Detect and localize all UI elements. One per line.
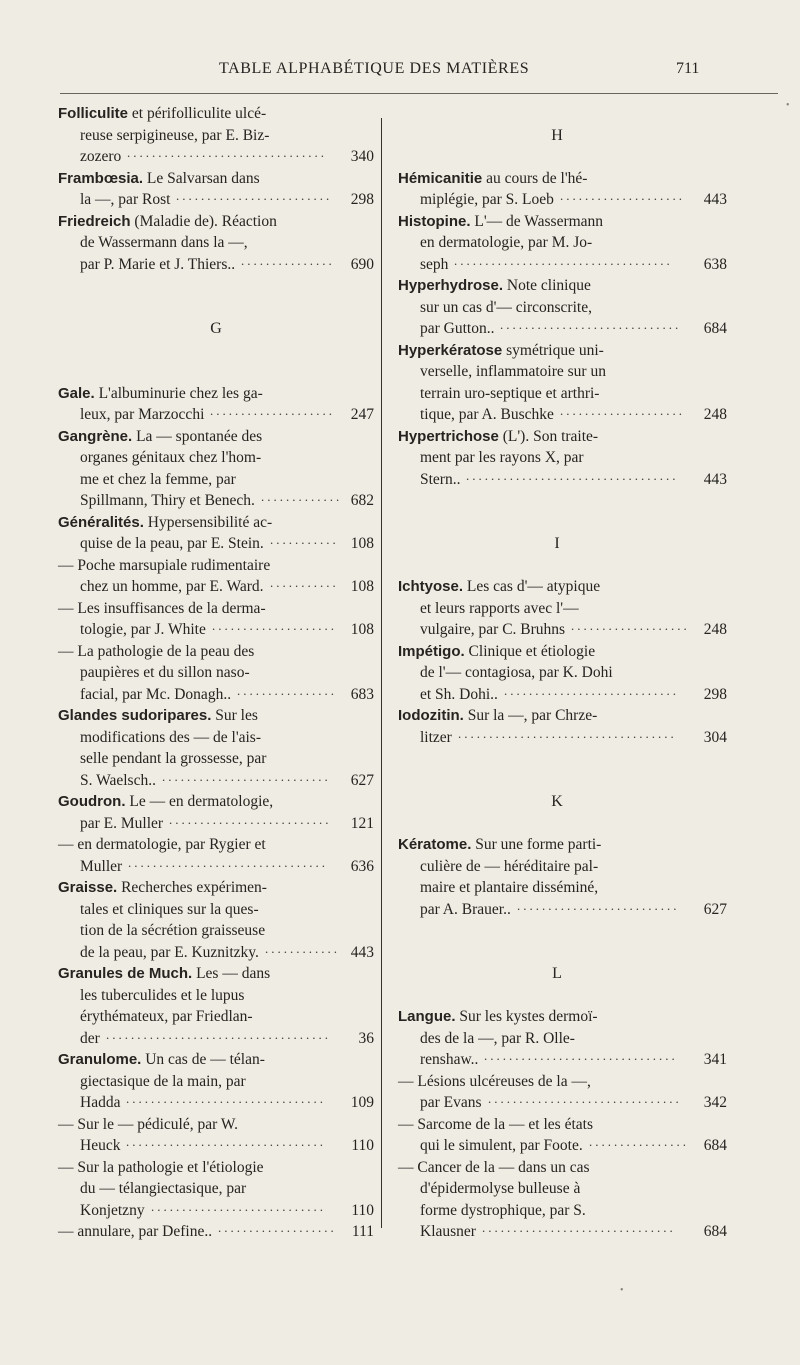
entry-line — [58, 1135, 374, 1157]
entry-text: organes génitaux chez l'hom- — [80, 449, 262, 466]
entry-line — [398, 188, 727, 211]
entry-keyword: Kératome. — [398, 836, 472, 853]
entry-text: La — spontanée des — [136, 427, 263, 445]
page-ref: 108 — [350, 621, 374, 638]
entry-keyword: Glandes sudoripares. — [58, 707, 212, 724]
page-ref: 627 — [350, 771, 374, 789]
dot-leader: ................................ — [127, 145, 327, 160]
dot-leader: ............. — [261, 489, 343, 504]
entry-line — [58, 985, 374, 1007]
index-entry — [58, 877, 374, 963]
dot-leader: ................................... — [454, 252, 673, 268]
section-letter-k: K — [551, 793, 563, 810]
page-ref: 110 — [351, 1137, 374, 1154]
entry-text: Les — dans — [196, 965, 271, 982]
entry-keyword: Hyperkératose — [398, 341, 503, 359]
section-letter-h: H — [551, 126, 563, 144]
entry-line — [58, 899, 374, 921]
page-ref: 121 — [350, 814, 374, 832]
entry-keyword: Granulome. — [58, 1051, 142, 1068]
entry-line — [398, 467, 727, 491]
page-ref: 110 — [351, 1201, 374, 1219]
page-ref: 342 — [703, 1094, 727, 1111]
entry-text: — en dermatologie, par Rygier et — [58, 836, 266, 853]
dot-leader: ................................ — [126, 1134, 326, 1149]
dot-leader: ............ — [265, 940, 340, 956]
entry-line — [58, 254, 374, 276]
page-ref: 298 — [350, 191, 374, 208]
section-letter-i: I — [554, 535, 560, 552]
entry-keyword: Impétigo. — [398, 642, 465, 660]
entry-text: maire et plantaire disséminé, — [420, 879, 599, 896]
header-rule — [60, 93, 778, 94]
entry-text: par Gutton.. — [420, 320, 495, 337]
dot-leader: ................... — [571, 618, 690, 633]
entry-text: culière de — héréditaire pal- — [420, 857, 599, 875]
index-entry — [58, 168, 374, 211]
entry-keyword: Goudron. — [58, 793, 126, 810]
entry-line — [58, 942, 374, 964]
page-ref: 684 — [703, 1223, 727, 1240]
index-entry — [398, 168, 727, 211]
page-ref: 248 — [703, 621, 727, 638]
entry-text: sur un cas d'— circonscrite, — [420, 298, 592, 316]
page-ref: 682 — [350, 492, 374, 509]
entries-g — [58, 383, 374, 1243]
entry-line — [58, 877, 374, 899]
entry-line — [58, 619, 374, 641]
index-entry — [58, 705, 374, 791]
entry-text: — Lésions ulcéreuses de la —, — [398, 1072, 591, 1090]
entry-keyword: Hyperhydrose. — [398, 277, 504, 294]
dot-leader: ............................ — [504, 682, 679, 698]
entry-text: la —, par Rost — [80, 191, 171, 208]
dot-leader: .................................. — [466, 467, 679, 483]
entry-text: (L'). Son traite- — [502, 427, 599, 445]
entry-keyword: Friedreich — [58, 212, 131, 230]
index-entry — [58, 383, 374, 426]
entry-text: et périfolliculite ulcé- — [131, 105, 267, 122]
entry-line — [398, 361, 716, 383]
page-ref: 684 — [703, 1137, 727, 1154]
entry-line — [58, 533, 374, 555]
entry-line — [398, 275, 716, 297]
index-entry — [58, 1049, 374, 1114]
entries-h — [398, 168, 727, 491]
entry-text: au cours de l'hé- — [486, 169, 588, 187]
entry-text: — Sur la pathologie et l'étiologie — [58, 1158, 264, 1176]
entry-text: (Maladie de). Réaction — [134, 212, 277, 230]
index-entry — [398, 211, 727, 276]
page-ref: 627 — [703, 900, 727, 918]
page-ref: 247 — [350, 406, 374, 423]
entry-keyword: Langue. — [398, 1008, 456, 1025]
dot-leader: .......................... — [517, 897, 680, 913]
entry-line — [398, 1048, 727, 1071]
page-ref: 684 — [703, 320, 727, 337]
dot-leader: ................................... — [458, 725, 677, 741]
entry-line — [58, 211, 374, 233]
index-entry — [58, 103, 374, 168]
page-ref: 248 — [703, 406, 727, 423]
entry-keyword: Gale. — [58, 384, 95, 402]
entry-text: d'épidermolyse bulleuse à — [420, 1180, 581, 1197]
page-ref: 690 — [350, 255, 374, 273]
page-ref: 636 — [350, 857, 374, 875]
entry-text: Le — en dermatologie, — [129, 793, 274, 810]
page-ref: 683 — [350, 685, 374, 703]
entry-text: quise de la peau, par E. Stein. — [80, 535, 264, 552]
entry-keyword: Généralités. — [58, 513, 144, 531]
dot-leader: ............................... — [482, 1220, 676, 1235]
entry-text: Un cas de — télan- — [145, 1051, 265, 1068]
entry-line — [398, 1157, 716, 1179]
page-ref: 109 — [350, 1094, 374, 1111]
dot-leader: .......................... — [169, 811, 332, 827]
entry-text: vulgaire, par C. Bruhns — [420, 621, 566, 638]
entry-text: modifications des — de l'ais- — [80, 728, 262, 746]
entry-text: tologie, par J. White — [80, 621, 206, 638]
entry-text: S. Waelsch.. — [80, 771, 156, 789]
entry-text: paupières et du sillon naso- — [80, 664, 250, 681]
entry-line — [398, 618, 727, 641]
entry-line — [58, 770, 374, 792]
index-entry — [398, 1114, 727, 1157]
entry-line — [58, 426, 374, 448]
entry-text: par Evans — [420, 1094, 482, 1111]
entry-text: Sur les kystes dermoï- — [459, 1008, 598, 1025]
entry-keyword: Ichtyose. — [398, 578, 464, 595]
entry-line — [398, 897, 727, 921]
dot-leader: ................... — [218, 1220, 337, 1235]
entry-text: et leurs rapports avec l'— — [420, 599, 579, 617]
page-number: 711 — [676, 60, 700, 77]
entry-text: tion de la sécrétion graisseuse — [80, 922, 266, 939]
page-ref: 298 — [703, 685, 727, 703]
entry-text: tique, par A. Buschke — [420, 406, 554, 423]
entry-line — [58, 146, 374, 168]
entry-text: renshaw.. — [420, 1051, 479, 1068]
entry-line — [398, 340, 716, 362]
entry-text: facial, par Mc. Donagh.. — [80, 685, 232, 703]
entry-text: de la peau, par E. Kuznitzky. — [80, 943, 259, 961]
entry-line — [58, 404, 374, 426]
entry-text: — Sarcome de la — et les états — [398, 1115, 593, 1133]
index-entry — [58, 512, 374, 555]
entry-text: Konjetzny — [80, 1201, 145, 1219]
entry-line — [58, 1157, 374, 1179]
dot-leader: ............................... — [488, 1091, 682, 1106]
entry-text: reuse serpigineuse, par E. Biz- — [80, 126, 270, 144]
entry-line — [398, 856, 716, 878]
entries-k — [398, 834, 727, 920]
entry-text: — Sur le — pédiculé, par W. — [58, 1115, 238, 1133]
entry-text: Spillmann, Thiry et Benech. — [80, 492, 255, 509]
entry-line — [58, 1092, 374, 1114]
entry-text: giectasique de la main, par — [80, 1072, 246, 1090]
dot-leader: ........... — [270, 532, 339, 547]
index-entry — [58, 1157, 374, 1222]
entry-line — [398, 576, 716, 598]
entry-text: terrain uro-septique et arthri- — [420, 384, 600, 402]
entry-keyword: Gangrène. — [58, 427, 133, 445]
entry-text: ment par les rayons X, par — [420, 449, 584, 466]
dot-leader: ......................... — [176, 188, 333, 203]
entry-keyword: Frambœsia. — [58, 169, 144, 187]
entry-text: de l'— contagiosa, par K. Dohi — [420, 664, 613, 681]
entry-text: — Les insuffisances de la derma- — [58, 599, 266, 617]
entry-text: par A. Brauer.. — [420, 900, 511, 918]
entry-line — [398, 317, 727, 340]
entry-text: Sur les — [215, 707, 258, 724]
page-ref: 304 — [703, 728, 727, 746]
index-entry — [58, 963, 374, 1049]
section-letter-l: L — [552, 965, 562, 982]
entry-line — [398, 426, 716, 448]
page-header — [0, 0, 800, 95]
index-entry — [58, 211, 374, 276]
entry-text: Note clinique — [506, 277, 591, 294]
entry-text: Le Salvarsan dans — [146, 169, 260, 187]
entry-text: en dermatologie, par M. Jo- — [420, 234, 593, 251]
entries-l — [398, 1006, 727, 1243]
entry-text: Stern.. — [420, 470, 461, 488]
right-column — [398, 103, 727, 1243]
entry-line — [58, 103, 374, 125]
entry-line — [58, 641, 374, 663]
entry-text: seph — [420, 255, 449, 273]
index-entry — [398, 340, 727, 426]
dot-leader: ................ — [237, 682, 337, 698]
entry-text: miplégie, par S. Loeb — [420, 191, 554, 208]
entry-text: Muller — [80, 857, 123, 875]
page-ref: 340 — [350, 148, 374, 165]
entries-f — [58, 103, 374, 275]
entry-text: forme dystrophique, par S. — [420, 1201, 586, 1219]
entry-line — [398, 403, 727, 426]
entry-line — [58, 576, 374, 598]
dot-leader: ........................... — [162, 768, 331, 784]
entry-line — [398, 725, 727, 749]
entry-text: — La pathologie de la peau des — [58, 642, 255, 660]
page-ref: 108 — [350, 535, 374, 552]
entry-text: — Poche marsupiale rudimentaire — [58, 556, 271, 574]
dot-leader: ............................ — [151, 1198, 326, 1214]
entry-line — [58, 813, 374, 835]
entry-line — [398, 1091, 727, 1114]
entry-text: litzer — [420, 728, 452, 746]
entry-text: par P. Marie et J. Thiers.. — [80, 255, 236, 273]
dot-leader: ................................ — [128, 854, 328, 870]
page-ref: 36 — [358, 1029, 374, 1047]
entry-text: Les cas d'— atypique — [466, 578, 601, 595]
entry-text: L'albuminurie chez les ga- — [98, 384, 263, 402]
index-entry — [398, 834, 727, 920]
index-entry — [58, 641, 374, 706]
margin-speck: • — [786, 100, 790, 111]
entry-keyword: Hémicanitie — [398, 169, 483, 187]
entry-line — [398, 1220, 727, 1243]
section-letter-g: G — [210, 320, 222, 337]
index-entry — [398, 426, 727, 491]
entry-line — [398, 682, 727, 706]
entry-line — [58, 1221, 374, 1243]
index-entry — [398, 576, 727, 641]
dot-leader: .................... — [560, 188, 685, 203]
entry-text: zozero — [80, 148, 122, 165]
entry-line — [58, 1028, 374, 1050]
page-ref: 443 — [350, 943, 374, 961]
entry-line — [398, 252, 727, 276]
entry-line — [58, 447, 374, 469]
entry-text: les tuberculides et le lupus — [80, 986, 245, 1004]
entry-text: symétrique uni- — [506, 341, 604, 359]
entry-line — [58, 1049, 374, 1071]
page-ref: 638 — [703, 255, 727, 273]
entry-keyword: Histopine. — [398, 212, 471, 230]
entry-text: de Wassermann dans la —, — [80, 234, 248, 251]
page-ref: 111 — [351, 1223, 374, 1240]
index-entry — [398, 1006, 727, 1071]
entry-text: du — télangiectasique, par — [80, 1180, 247, 1197]
entry-text: des de la —, par R. Olle- — [420, 1029, 575, 1047]
index-entry — [58, 834, 374, 877]
entry-line — [58, 684, 374, 706]
entry-line — [58, 705, 374, 727]
entry-line — [58, 490, 374, 512]
column-divider — [381, 118, 382, 1228]
entry-text: verselle, inflammatoire sur un — [420, 363, 606, 380]
entry-line — [398, 1006, 716, 1028]
dot-leader: ............................... — [484, 1048, 678, 1063]
dot-leader: .................... — [212, 618, 337, 633]
entry-text: qui le simulent, par Foote. — [420, 1137, 583, 1154]
running-title: TABLE ALPHABÉTIQUE DES MATIÈRES — [219, 60, 530, 77]
entry-text: Sur la —, par Chrze- — [467, 707, 598, 724]
index-entry — [58, 791, 374, 834]
entry-text: Recherches expérimen- — [121, 879, 267, 896]
index-entry — [58, 598, 374, 641]
entry-text: — annulare, par Define.. — [58, 1223, 213, 1240]
entry-line — [398, 834, 716, 856]
entry-text: Klausner — [420, 1223, 476, 1240]
entry-text: — Cancer de la — dans un cas — [398, 1158, 590, 1176]
dot-leader: .................... — [560, 403, 685, 418]
page-ref: 443 — [703, 470, 727, 488]
entry-line — [398, 1178, 716, 1200]
left-column — [58, 103, 374, 1243]
entry-keyword: Folliculite — [58, 105, 129, 122]
entry-text: selle pendant la grossesse, par — [80, 750, 267, 767]
entry-line — [398, 211, 716, 233]
entry-line — [398, 1134, 727, 1157]
entries-i — [398, 576, 727, 748]
page-ref: 443 — [703, 191, 727, 208]
index-entry — [398, 1071, 727, 1114]
dot-leader: ................................ — [126, 1091, 326, 1106]
entry-text: Hadda — [80, 1094, 121, 1111]
entry-text: leux, par Marzocchi — [80, 406, 205, 423]
margin-speck: • — [620, 1285, 624, 1296]
entry-text: chez un homme, par E. Ward. — [80, 578, 264, 595]
entry-text: par E. Muller — [80, 814, 164, 832]
dot-leader: ............................. — [500, 317, 682, 332]
dot-leader: ............... — [241, 252, 335, 268]
dot-leader: ................ — [589, 1134, 689, 1149]
index-entry — [398, 705, 727, 748]
entry-line — [58, 856, 374, 878]
dot-leader: .................... — [210, 403, 335, 418]
index-entry — [58, 555, 374, 598]
index-entry — [398, 275, 727, 340]
index-entry — [58, 1221, 374, 1243]
entry-text: Heuck — [80, 1137, 121, 1154]
page-ref: 108 — [350, 578, 374, 595]
entry-text: me et chez la femme, par — [80, 470, 236, 488]
index-entry — [58, 426, 374, 512]
entry-line — [398, 641, 716, 663]
entry-text: Sur une forme parti- — [475, 836, 602, 853]
entry-keyword: Granules de Much. — [58, 965, 193, 982]
page-ref: 341 — [703, 1051, 727, 1068]
entry-keyword: Graisse. — [58, 879, 118, 896]
entry-text: tales et cliniques sur la ques- — [80, 900, 259, 918]
index-entry — [398, 1157, 727, 1243]
entry-text: et Sh. Dohi.. — [420, 685, 498, 703]
entry-text: der — [80, 1029, 100, 1047]
entry-text: L'— de Wassermann — [474, 212, 604, 230]
entry-text: érythémateux, par Friedlan- — [80, 1008, 253, 1025]
entry-line — [58, 189, 374, 211]
entry-keyword: Hypertrichose — [398, 427, 499, 445]
entry-line — [58, 963, 374, 985]
dot-leader: ........... — [270, 575, 339, 590]
dot-leader: .................................... — [106, 1026, 331, 1042]
entry-text: Hypersensibilité ac- — [147, 513, 273, 531]
index-entry — [58, 1114, 374, 1157]
entry-line — [58, 727, 374, 749]
entry-keyword: Iodozitin. — [398, 707, 464, 724]
index-entry — [398, 641, 727, 706]
entry-text: Clinique et étiologie — [468, 642, 596, 660]
